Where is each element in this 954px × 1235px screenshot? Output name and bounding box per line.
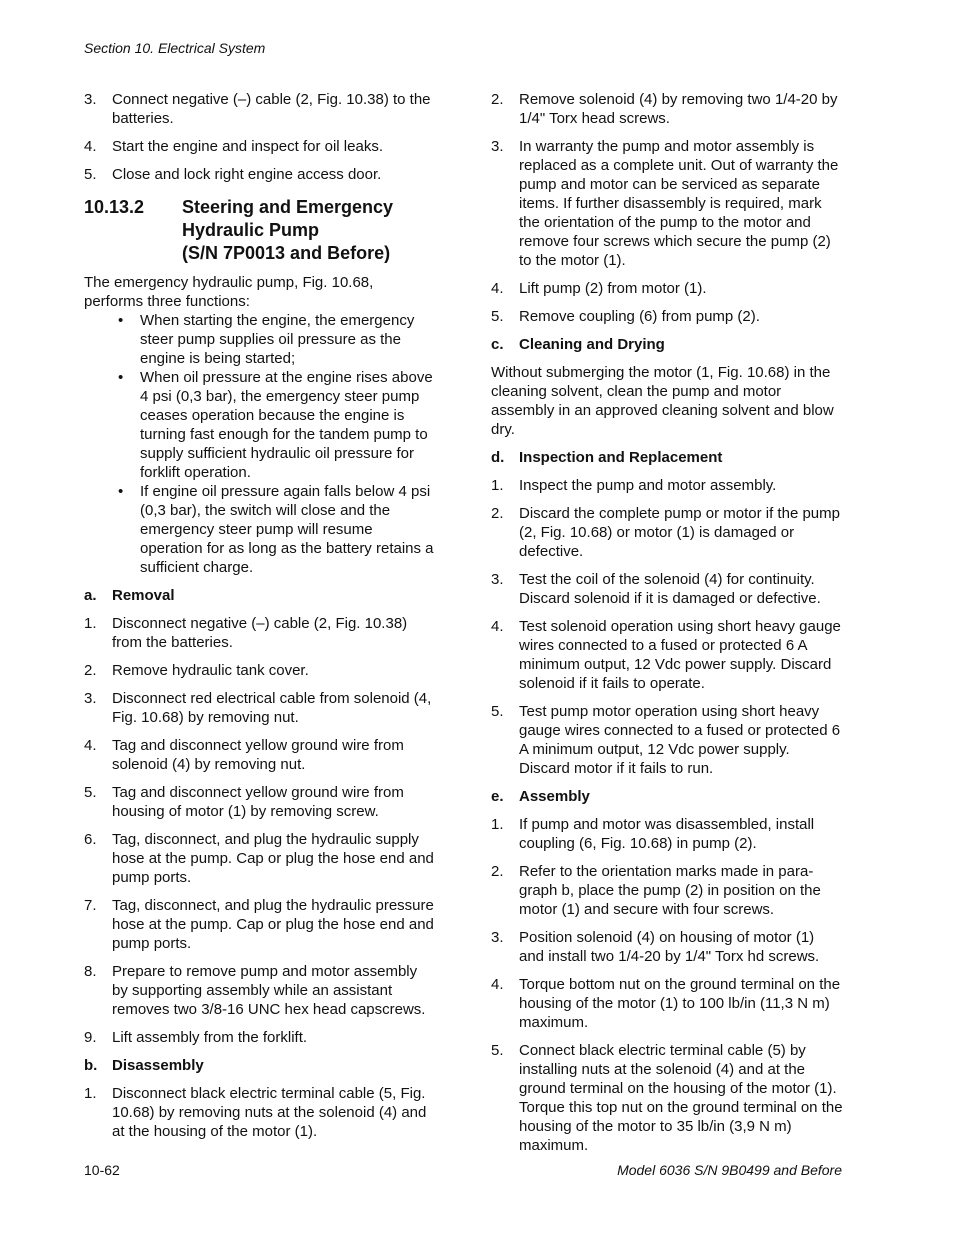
list-item (84, 614, 436, 652)
step-text: If pump and motor was disassembled, install coupling (6, Fig. 10.68) in pump (2). (519, 816, 815, 852)
list-item (491, 617, 843, 693)
step-number: 9. (84, 1029, 97, 1046)
right-column (491, 90, 843, 1164)
step-number: 1. (84, 1085, 97, 1102)
step-text: Connect negative (–) cable (2, Fig. 10.38) to the batteries. (112, 91, 431, 127)
bullet-text: When starting the engine, the emergency steer pump supplies oil pressure as the engine is being started; (140, 312, 415, 367)
section-title-line: (S/N 7P0013 and Before) (182, 243, 391, 263)
bullet-text: If engine oil pressure again falls below 4 psi (0,3 bar), the switch will close and the emergency steer pump will resume operation for as long as the battery retains a sufficient charge. (140, 483, 434, 576)
step-number: 1. (84, 615, 97, 632)
subsection-title: Cleaning and Drying (519, 336, 665, 353)
list-item (491, 476, 843, 495)
list-item (491, 975, 843, 1032)
section-title-line: Hydraulic Pump (182, 220, 320, 240)
step-text: Inspect the pump and motor assembly. (519, 477, 777, 494)
bullet-text: When oil pressure at the engine rises above 4 psi (0,3 bar), the emergency steer pump ceases operation because the engine is turning fast enough for the tandem pump to supply sufficient hydraulic oil pressure for forklift operation. (140, 369, 433, 481)
step-number: 4. (84, 138, 97, 155)
bullet-icon: • (118, 312, 124, 329)
step-text: Remove hydraulic tank cover. (112, 662, 309, 679)
model-footer: Model 6036 S/N 9B0499 and Before (617, 1162, 842, 1178)
list-item (84, 311, 436, 368)
subsection-letter: e. (491, 788, 504, 805)
bullet-icon: • (118, 369, 124, 386)
list-item (491, 1041, 843, 1155)
subsection-letter: b. (84, 1057, 98, 1074)
step-number: 6. (84, 831, 97, 848)
step-text: Test the coil of the solenoid (4) for continuity. Discard solenoid if it is damaged or defective. (519, 571, 821, 607)
section-number: 10.13.2 (84, 197, 145, 217)
subsection-heading-disassembly (84, 1056, 436, 1075)
step-text: Disconnect negative (–) cable (2, Fig. 10.38) from the batteries. (112, 615, 408, 651)
step-text: Disconnect black electric terminal cable (5, Fig. 10.68) by removing nuts at the solenoid (4) and at the housing of the motor (1). (112, 1085, 427, 1140)
step-text: Tag and disconnect yellow ground wire from solenoid (4) by removing nut. (112, 737, 404, 773)
function-bullet-list (84, 311, 436, 577)
step-number: 5. (84, 784, 97, 801)
step-number: 5. (491, 1042, 504, 1059)
step-number: 1. (491, 477, 504, 494)
list-item (84, 482, 436, 577)
step-number: 2. (491, 863, 504, 880)
list-item (491, 90, 843, 128)
list-item (491, 137, 843, 270)
step-text: Lift pump (2) from motor (1). (519, 280, 707, 297)
step-number: 8. (84, 963, 97, 980)
left-column (84, 90, 436, 1150)
list-item (84, 1084, 436, 1141)
step-number: 5. (491, 703, 504, 720)
step-number: 5. (491, 308, 504, 325)
bullet-icon: • (118, 483, 124, 500)
step-text: Close and lock right engine access door. (112, 166, 382, 183)
step-text: Refer to the orientation marks made in para-graph b, place the pump (2) in position on the motor (1) and secure with four screws. (519, 863, 821, 918)
list-item (84, 896, 436, 953)
subsection-letter: c. (491, 336, 504, 353)
list-item (84, 736, 436, 774)
step-number: 5. (84, 166, 97, 183)
step-number: 3. (491, 138, 504, 155)
step-number: 3. (84, 690, 97, 707)
step-number: 4. (491, 976, 504, 993)
step-text: Remove coupling (6) from pump (2). (519, 308, 760, 325)
list-item (491, 815, 843, 853)
list-item (491, 570, 843, 608)
subsection-title: Disassembly (112, 1057, 204, 1074)
step-text: Connect black electric terminal cable (5) by installing nuts at the solenoid (4) and at the ground terminal on the housing of the motor (1). Torque this top nut on the ground terminal on the housing of the motor to 35 lb/in (3,9 N m) maximum. (519, 1042, 843, 1154)
step-text: Tag and disconnect yellow ground wire from housing of motor (1) by removing screw. (112, 784, 404, 820)
step-number: 4. (491, 618, 504, 635)
list-item (84, 962, 436, 1019)
list-item (84, 661, 436, 680)
step-number: 3. (491, 929, 504, 946)
subsection-heading-assembly (491, 787, 843, 806)
subsection-heading-cleaning (491, 335, 843, 354)
step-number: 2. (84, 662, 97, 679)
step-text: Tag, disconnect, and plug the hydraulic pressure hose at the pump. Cap or plug the hose end and pump ports. (112, 897, 434, 952)
step-number: 7. (84, 897, 97, 914)
list-item (84, 689, 436, 727)
subsection-title: Inspection and Replacement (519, 449, 723, 466)
step-text: Disconnect red electrical cable from solenoid (4, Fig. 10.68) by removing nut. (112, 690, 432, 726)
page-number: 10-62 (84, 1162, 120, 1178)
step-text: Prepare to remove pump and motor assembly by supporting assembly while an assistant removes two 3/8-16 UNC hex head capscrews. (112, 963, 426, 1018)
list-item (84, 137, 436, 156)
cleaning-paragraph: Without submerging the motor (1, Fig. 10.68) in the cleaning solvent, clean the pump and motor assembly in an approved cleaning solvent and blow dry. (491, 364, 834, 438)
intro-paragraph: The emergency hydraulic pump, Fig. 10.68, performs three functions: (84, 274, 374, 310)
step-text: In warranty the pump and motor assembly is replaced as a complete unit. Out of warranty the pump and motor can be serviced as separate items. If further disassembly is required, mark the orientation of the pump to the motor and remove four screws which secure the pump (2) to the motor (1). (519, 138, 839, 269)
step-text: Discard the complete pump or motor if the pump (2, Fig. 10.68) or motor (1) is damaged or defective. (519, 505, 840, 560)
step-text: Torque bottom nut on the ground terminal on the housing of the motor (1) to 100 lb/in (11,3 N m) maximum. (519, 976, 841, 1031)
subsection-heading-inspection (491, 448, 843, 467)
step-text: Lift assembly from the forklift. (112, 1029, 308, 1046)
step-number: 1. (491, 816, 504, 833)
subsection-letter: a. (84, 587, 97, 604)
step-text: Test pump motor operation using short heavy gauge wires connected to a fused or protected 6 A minimum output, 12 Vdc power supply. Discard motor if it fails to run. (519, 703, 841, 777)
step-number: 4. (84, 737, 97, 754)
section-title-line: Steering and Emergency (182, 197, 394, 217)
step-number: 3. (84, 91, 97, 108)
subsection-title: Assembly (519, 788, 590, 805)
step-text: Start the engine and inspect for oil leaks. (112, 138, 383, 155)
list-item (84, 368, 436, 482)
subsection-title: Removal (112, 587, 175, 604)
subsection-letter: d. (491, 449, 505, 466)
running-header: Section 10. Electrical System (84, 40, 266, 56)
step-text: Remove solenoid (4) by removing two 1/4-20 by 1/4" Torx head screws. (519, 91, 838, 127)
list-item (491, 862, 843, 919)
step-number: 4. (491, 280, 504, 297)
list-item (84, 165, 436, 184)
step-number: 2. (491, 505, 504, 522)
list-item (491, 307, 843, 326)
step-text: Tag, disconnect, and plug the hydraulic supply hose at the pump. Cap or plug the hose end and pump ports. (112, 831, 434, 886)
list-item (491, 702, 843, 778)
step-text: Test solenoid operation using short heavy gauge wires connected to a fused or protected 6 A minimum output, 12 Vdc power supply. Discard solenoid if it fails to operate. (519, 618, 841, 692)
list-item (84, 90, 436, 128)
list-item (84, 783, 436, 821)
section-title (84, 196, 436, 265)
subsection-heading-removal (84, 586, 436, 605)
list-item (84, 830, 436, 887)
list-item (491, 279, 843, 298)
list-item (491, 928, 843, 966)
list-item (491, 504, 843, 561)
step-text: Position solenoid (4) on housing of motor (1) and install two 1/4-20 by 1/4" Torx hd screws. (519, 929, 820, 965)
list-item (84, 1028, 436, 1047)
step-number: 2. (491, 91, 504, 108)
step-number: 3. (491, 571, 504, 588)
